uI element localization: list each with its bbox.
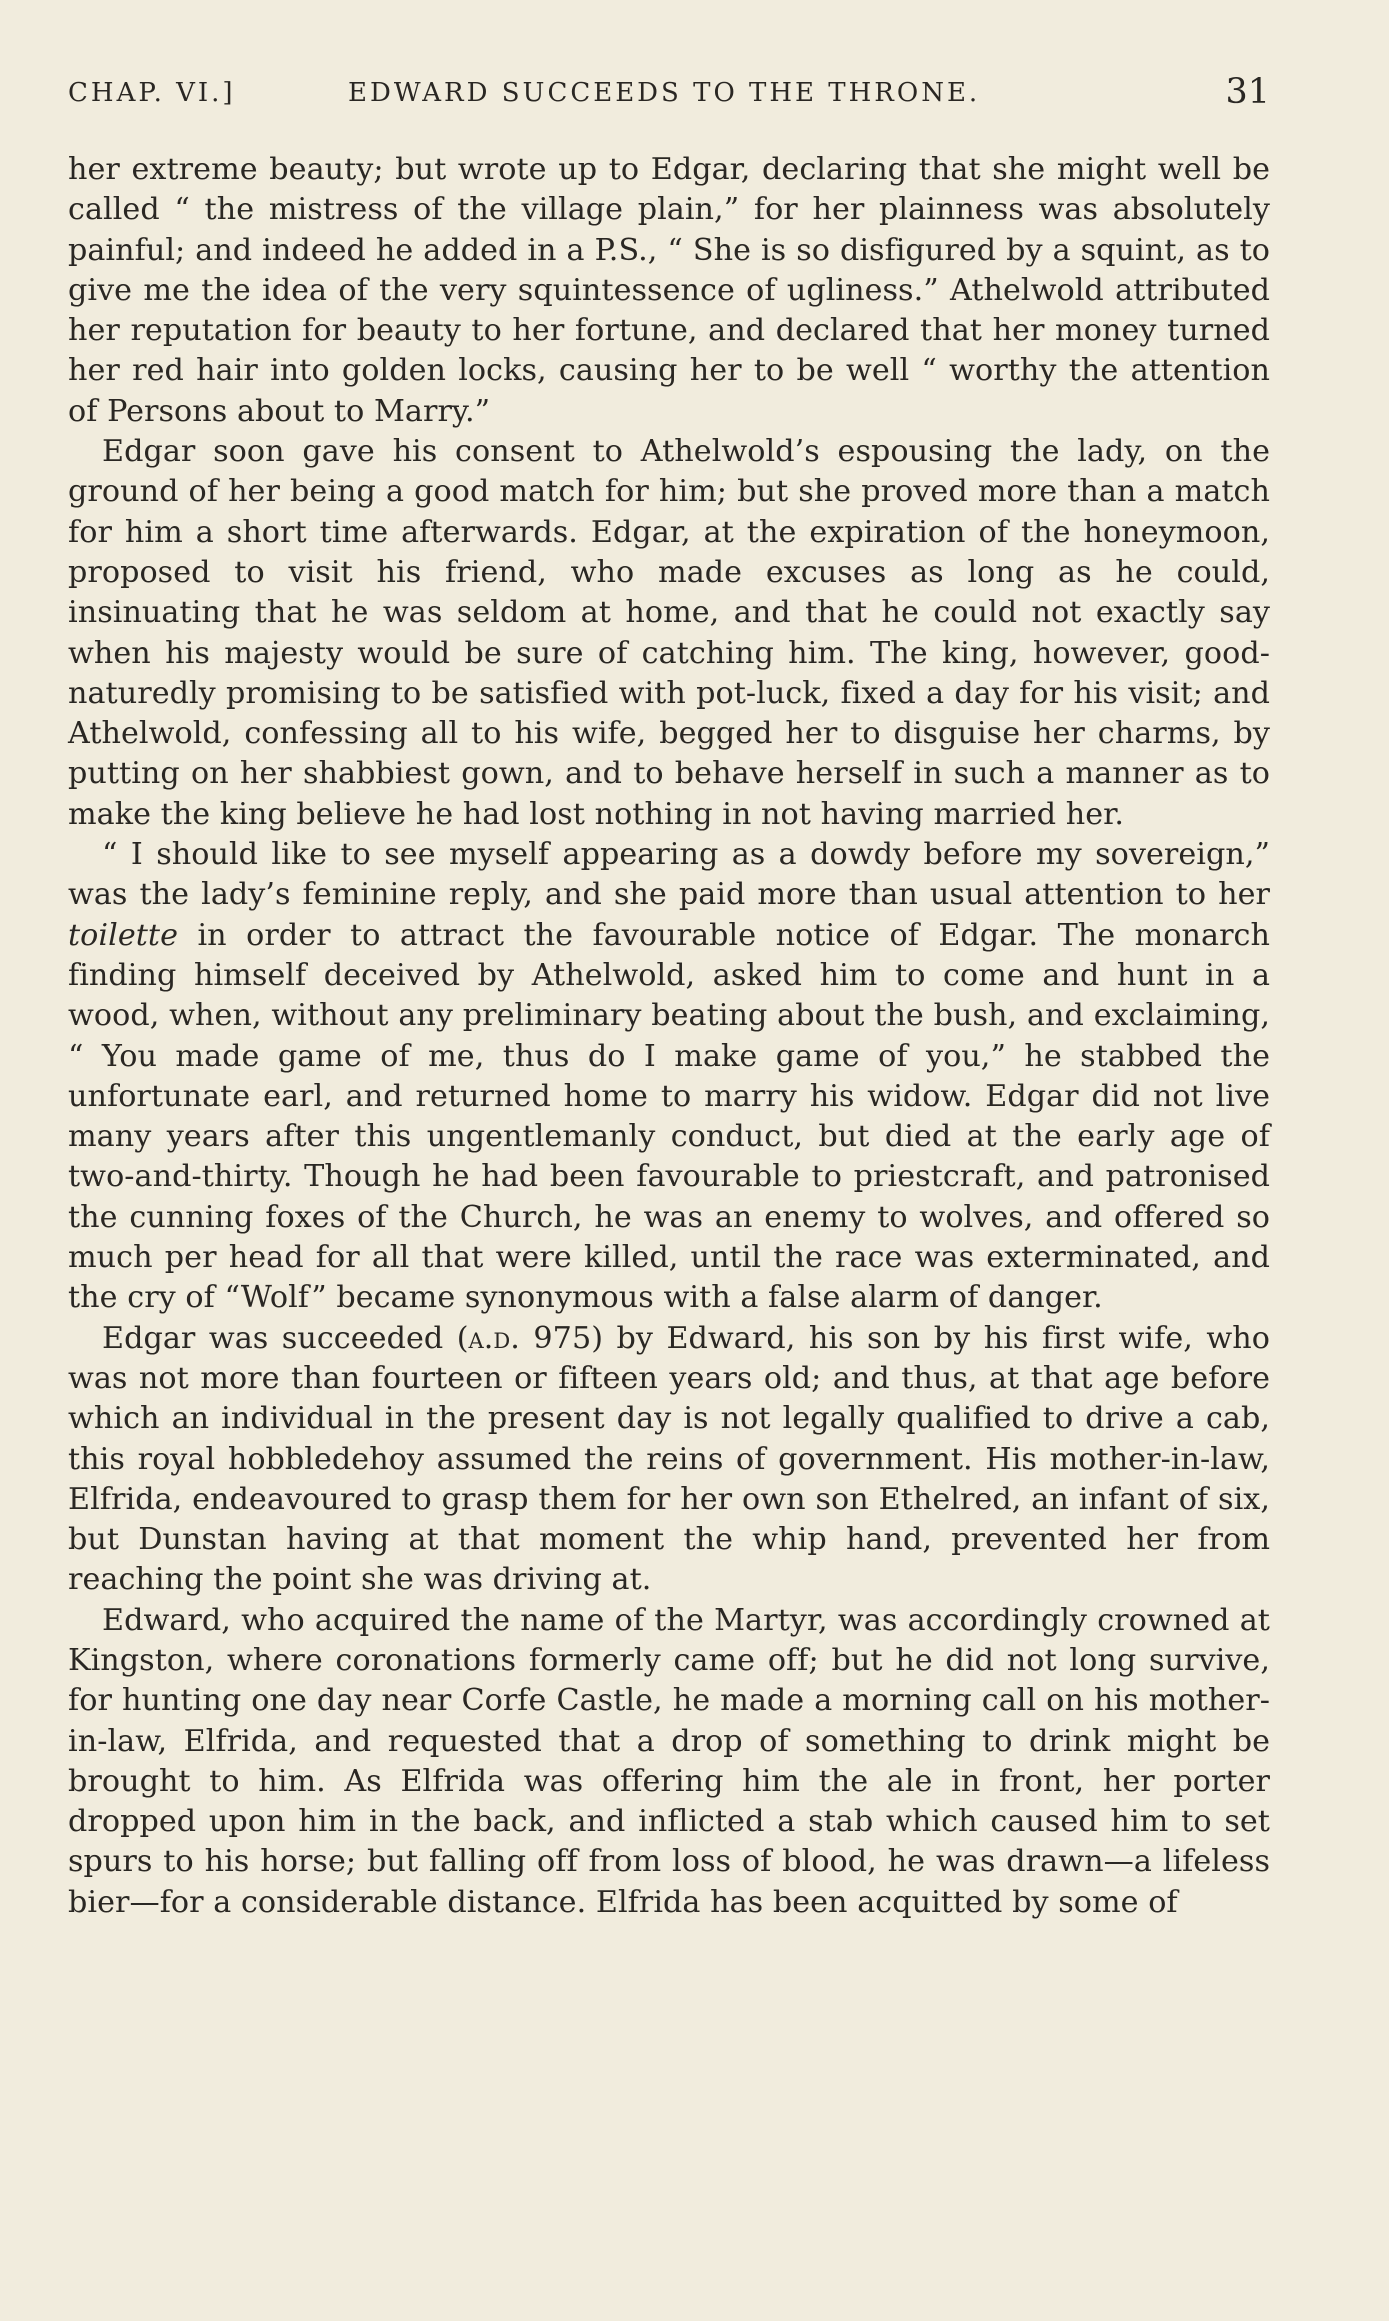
paragraph-4 (68, 1319, 1270, 1601)
running-title: EDWARD SUCCEEDS TO THE THRONE. (348, 78, 981, 108)
paragraph-4-text-start: Edgar was succeeded ( (102, 1320, 469, 1356)
paragraph-4-text-end: 975) by Edward, his son by his first wife, who was not more than fourteen or fifteen years old; and thus, at that age before which an individual in the present day is not legally qualified to drive a cab, this royal hobbledehoy assumed the reins of government. His mother-in-law, Elfrida, endeavoured to grasp them for her own son Ethelred, an infant of six, but Dunstan having at that moment the whip hand, prevented her from reaching the point she was driving at. (68, 1320, 1271, 1598)
running-head (68, 72, 1270, 118)
page-number: 31 (1225, 72, 1270, 112)
paragraph-5: Edward, who acquired the name of the Martyr, was accordingly crowned at Kingston, where coronations formerly came off; but he did not long survive, for hunting one day near Corfe Castle, he made a morning call on his mother-in-law, Elfrida, and requested that a drop of something to drink might be brought to him. As Elfrida was offering him the ale in front, her porter dropped upon him in the back, and inflicted a stab which caused him to set spurs to his horse; but falling off from loss of blood, he was drawn—a lifeless bier—for a considerable distance. Elfrida has been acquitted by some of (68, 1602, 1270, 1920)
paragraph-3-text-end: in order to attract the favourable notice of Edgar. The monarch finding himself deceived by Athelwold, asked him to come and hunt in a wood, when, without any preliminary beating about the bush, and exclaiming, “ You made game of me, thus do I make game of you,” he stabbed the unfortunate earl, and returned home to marry his widow. Edgar did not live many years after this ungentlemanly conduct, but died at the early age of two-and-thirty. Though he had been favourable to priestcraft, and patronised the cunning foxes of the Church, he was an enemy to wolves, and offered so much per head for all that were killed, until the race was exterminated, and the cry of “Wolf” became synonymous with a false alarm of danger. (68, 917, 1270, 1316)
chapter-label: CHAP. VI.] (68, 78, 236, 108)
paragraph-2: Edgar soon gave his consent to Athelwold’s espousing the lady, on the ground of her being a good match for him; but she proved more than a match for him a short time afterwards. Edgar, at the expiration of the honeymoon, proposed to visit his friend, who made excuses as long as he could, insinuating that he was seldom at home, and that he could not exactly say when his majesty would be sure of catching him. The king, however, good-naturedly promising to be satisfied with pot-luck, fixed a day for his visit; and Athelwold, confessing all to his wife, begged her to disguise her charms, by putting on her shabbiest gown, and to behave herself in such a manner as to make the king believe he had lost nothing in not having married her. (68, 434, 1270, 832)
paragraph-3-text-start: “ I should like to see myself appearing as a dowdy before my sovereign,” was the lady’s feminine reply, and she paid more than usual attention to her (68, 837, 1270, 913)
body-text (68, 150, 1270, 1923)
paragraph-1: her extreme beauty; but wrote up to Edgar, declaring that she might well be called “ the mistress of the village plain,” for her plainness was absolutely painful; and indeed he added in a P.S., “ She is so disfigured by a squint, as to give me the idea of the very squintessence of ugliness.” Athelwold attributed her reputation for beauty to her fortune, and declared that her money turned her red hair into golden locks, causing her to be well “ worthy the attention of Persons about to Marry.” (68, 152, 1270, 429)
era-abbreviation: a.d. (468, 1320, 520, 1356)
paragraph-3 (68, 835, 1270, 1319)
italic-word-toilette: toilette (68, 917, 179, 953)
